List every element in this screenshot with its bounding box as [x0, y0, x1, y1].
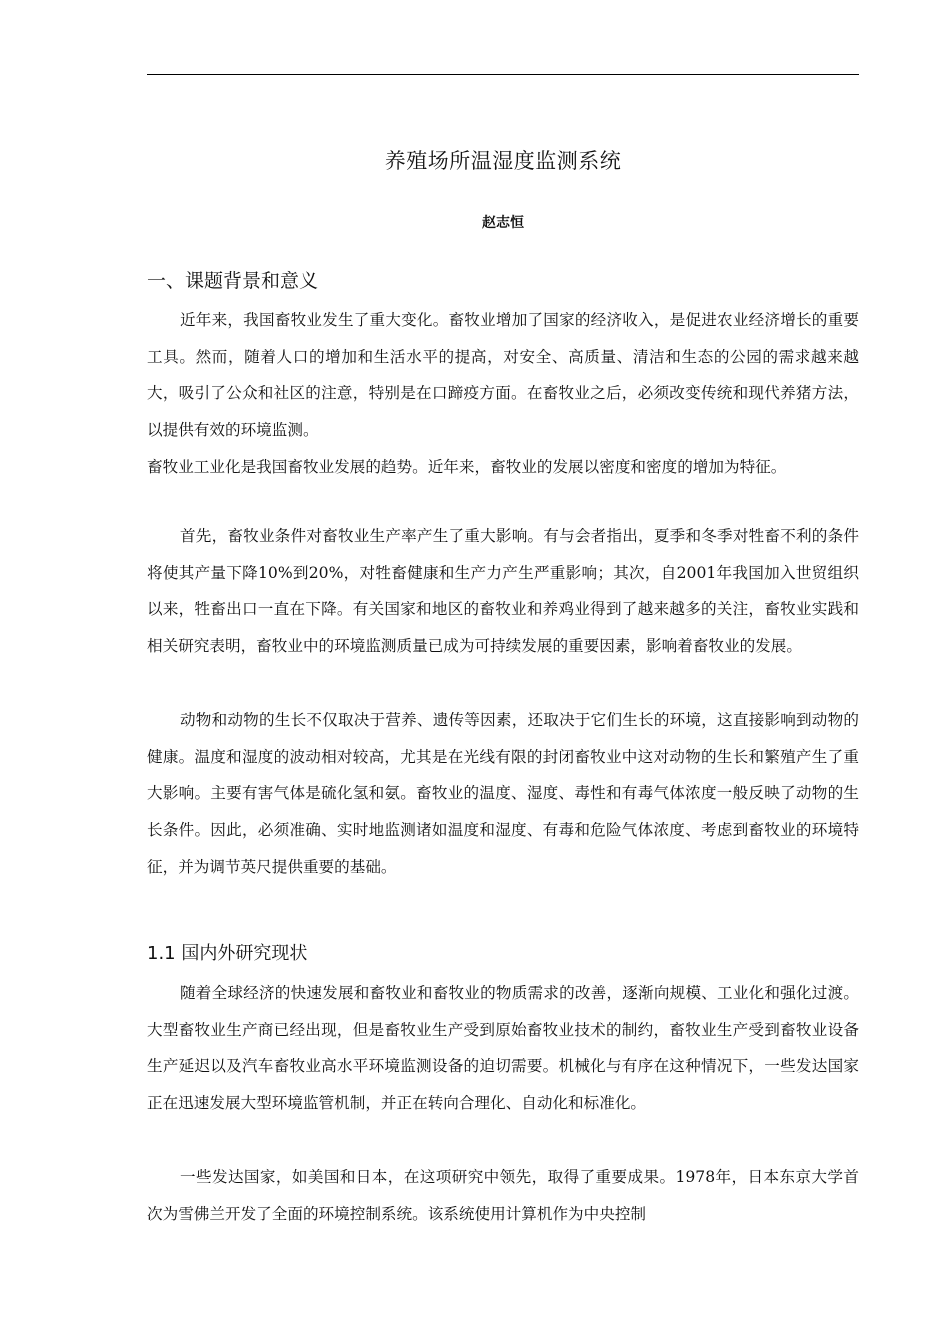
- section-heading-research-status: 1.1 国内外研究现状: [147, 943, 308, 964]
- paragraph: 首先，畜牧业条件对畜牧业生产率产生了重大影响。有与会者指出，夏季和冬季对牲畜不利的条件将使其产量下降10%到20%，对牲畜健康和生产力产生严重影响；其次，自2001年我国加入世贸组织以来，牲畜出口一直在下降。有关国家和地区的畜牧业和养鸡业得到了越来越多的关注，畜牧业实践和相关研究表明，畜牧业中的环境监测质量已成为可持续发展的重要因素，影响着畜牧业的发展。: [147, 527, 859, 656]
- paragraph: 动物和动物的生长不仅取决于营养、遗传等因素，还取决于它们生长的环境，这直接影响到动物的健康。温度和湿度的波动相对较高，尤其是在光线有限的封闭畜牧业中这对动物的生长和繁殖产生了重大影响。主要有害气体是硫化氢和氨。畜牧业的温度、湿度、毒性和有毒气体浓度一般反映了动物的生长条件。因此，必须准确、实时地监测诸如温度和湿度、有毒和危险气体浓度、考虑到畜牧业的环境特征，并为调节英尺提供重要的基础。: [147, 711, 859, 876]
- document-title: 养殖场所温湿度监测系统: [384, 149, 622, 173]
- author-name: 赵志恒: [482, 215, 524, 231]
- header-rule: [147, 74, 859, 75]
- section-heading-background: 一、课题背景和意义: [147, 270, 319, 292]
- paragraph: 畜牧业工业化是我国畜牧业发展的趋势。近年来，畜牧业的发展以密度和密度的增加为特征。: [147, 458, 787, 476]
- paragraph: 一些发达国家，如美国和日本，在这项研究中领先，取得了重要成果。1978年，日本东京大学首次为雪佛兰开发了全面的环境控制系统。该系统使用计算机作为中央控制: [147, 1168, 859, 1223]
- paragraph: 近年来，我国畜牧业发生了重大变化。畜牧业增加了国家的经济收入，是促进农业经济增长的重要工具。然而，随着人口的增加和生活水平的提高，对安全、高质量、清洁和生态的公园的需求越来越大，吸引了公众和社区的注意，特别是在口蹄疫方面。在畜牧业之后，必须改变传统和现代养猪方法，以提供有效的环境监测。: [147, 311, 859, 440]
- paragraph: 随着全球经济的快速发展和畜牧业和畜牧业的物质需求的改善，逐渐向规模、工业化和强化过渡。大型畜牧业生产商已经出现，但是畜牧业生产受到原始畜牧业技术的制约，畜牧业生产受到畜牧业设备生产延迟以及汽车畜牧业高水平环境监测设备的迫切需要。机械化与有序在这种情况下，一些发达国家正在迅速发展大型环境监管机制，并正在转向合理化、自动化和标准化。: [147, 984, 859, 1113]
